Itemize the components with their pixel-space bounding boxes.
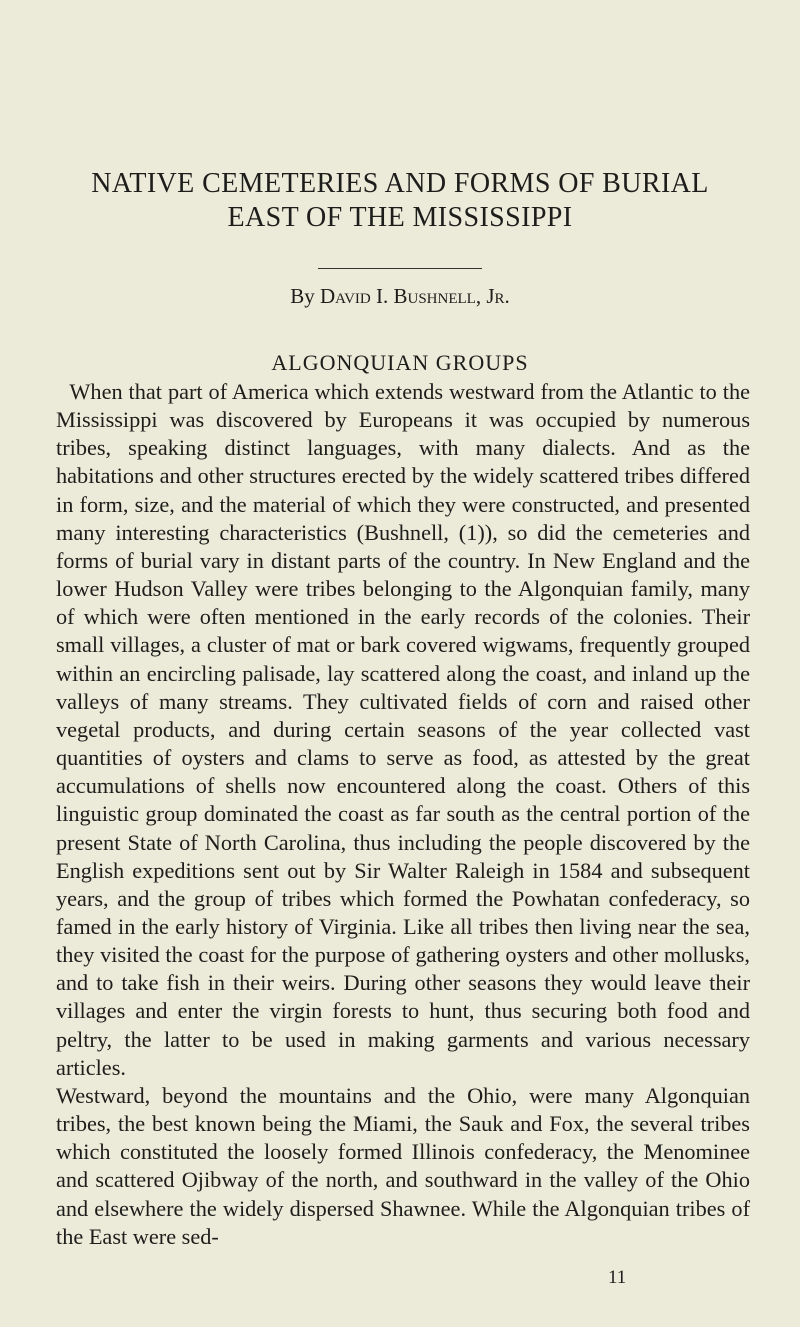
page-number: 11 (608, 1267, 627, 1288)
article-title-line-1: NATIVE CEMETERIES AND FORMS OF BURIAL (91, 168, 709, 199)
paragraph-1: When that part of America which extends westward from the Atlantic to the Mississippi was discovered by Europeans it was occupied by numerous tribes, speaking distinct languages, with many dialects. And as the habitations and other structures erected by the widely scattered tribes differed in form, size, and the material of which they were constructed, and presented many interesting characteristics (Bushnell, (1)), so did the cemeteries and forms of burial vary in distant parts of the country. In New England and the lower Hudson Valley were tribes belonging to the Algonquian family, many of which were often mentioned in the early records of the colonies. Their small villages, a cluster of mat or bark covered wigwams, frequently grouped within an encircling palisade, lay scattered along the coast, and inland up the valleys of many streams. They cultivated fields of corn and raised other vegetal products, and during certain seasons of the year collected vast quantities of oysters and clams to serve as food, as attested by the great accumulations of shells now encountered along the coast. Others of this linguistic group dominated the coast as far south as the central portion of the present State of North Carolina, thus including the people discovered by the English expeditions sent out by Sir Walter Raleigh in 1584 and subsequent years, and the group of tribes which formed the Powhatan confederacy, so famed in the early history of Virginia. Like all tribes then living near the sea, they visited the coast for the purpose of gathering oysters and other mollusks, and to take fish in their weirs. During other seasons they would leave their villages and enter the virgin forests to hunt, thus securing both food and peltry, the latter to be used in making garments and various necessary articles. (56, 379, 750, 1080)
byline (40, 286, 760, 307)
paragraph-2: Westward, beyond the mountains and the Ohio, were many Algonquian tribes, the best known being the Miami, the Sauk and Fox, the several tribes which constituted the loosely formed Illinois confederacy, the Menominee and scattered Ojibway of the north, and southward in the valley of the Ohio and elsewhere the widely dispersed Shawnee. While the Algonquian tribes of the East were sed- (56, 1082, 750, 1249)
article-title-line-2: EAST OF THE MISSISSIPPI (227, 202, 573, 233)
byline-prefix: By (290, 284, 315, 308)
article-body (56, 378, 750, 1251)
title-divider (318, 268, 482, 269)
author-name: David I. Bushnell, Jr. (320, 284, 510, 308)
section-heading: ALGONQUIAN GROUPS (271, 350, 529, 375)
